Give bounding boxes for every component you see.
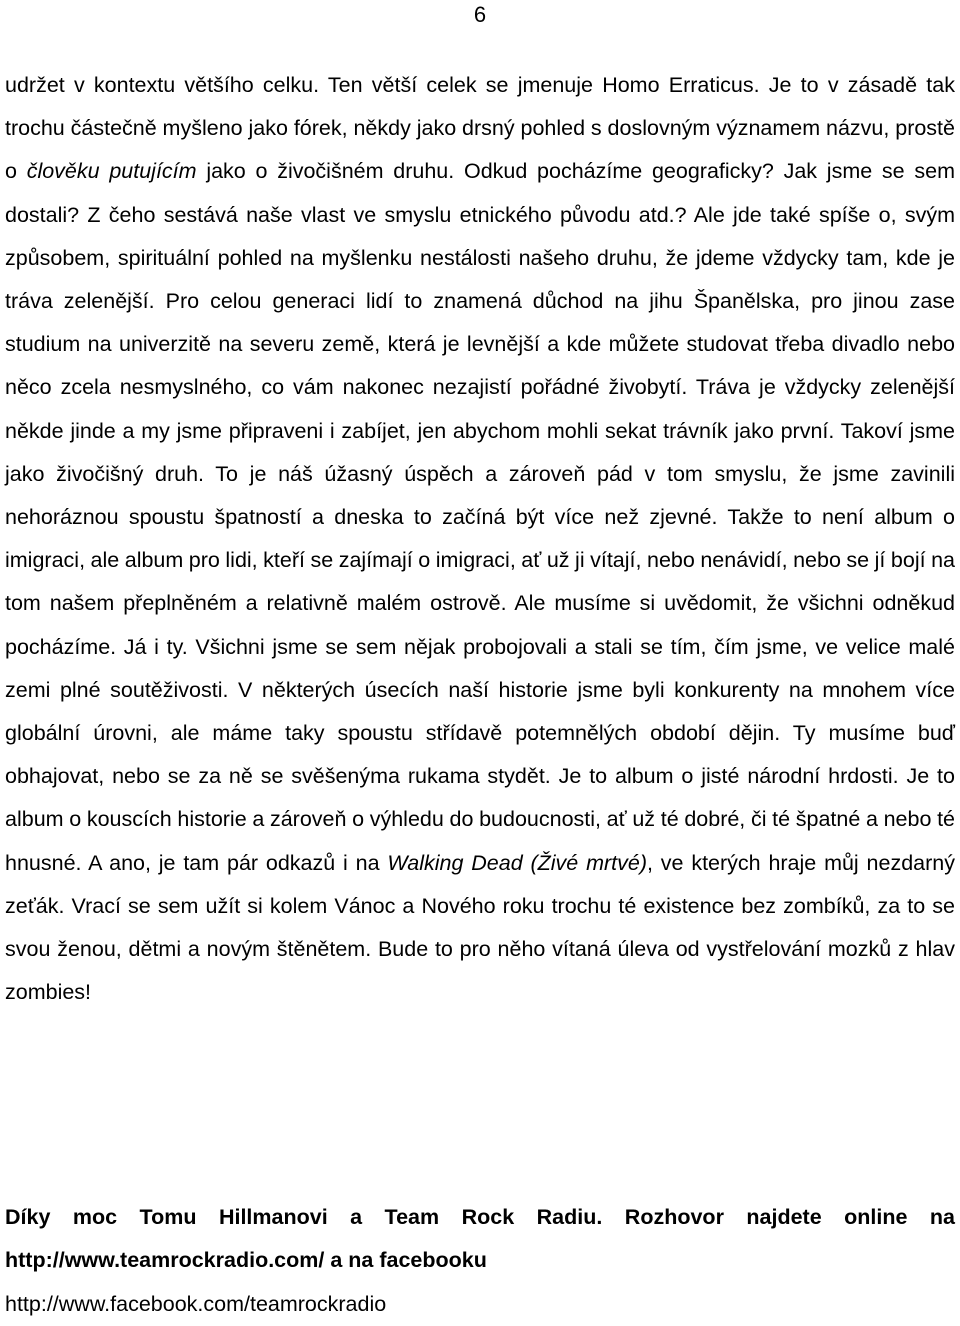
article-paragraph (5, 64, 955, 1014)
credits-paragraph: Díky moc Tomu Hillmanovi a Team Rock Radiu. Rozhovor najdete online na http://www.teamrockradio.com/ a na facebooku (5, 1205, 955, 1272)
paragraph-text-3: , ve kterých hraje můj nezdarný zeťák. Vrací se sem užít si kolem Vánoc a Nového roku trochu té existence bez zombíků, za to se svou ženou, dětmi a novým štěnětem. Bude to pro něho vítaná úleva od vystřelování mozků z hlav zombies! (5, 850, 955, 1005)
facebook-link[interactable]: http://www.facebook.com/teamrockradio (5, 1292, 387, 1316)
paragraph-text-2: jako o živočišném druhu. Odkud pocházíme geograficky? Jak jsme se sem dostali? Z čeho sestává naše vlast ve smyslu etnického původu atd.? Ale jde také spíše o, svým způsobem, spirituální pohled na myšlenku nestálosti našeho druhu, že jdeme vždycky tam, kde je tráva zelenější. Pro celou generaci lidí to znamená důchod na jihu Španělska, pro jinou zase studium na univerzitě na severu země, která je levnější a kde můžete studovat třeba divadlo nebo něco zcela nesmyslného, co vám nakonec nezajistí pořádné živobytí. Tráva je vždycky zelenější někde jinde a my jsme připraveni i zabíjet, jen abychom mohli sekat trávník jako první. Takoví jsme jako živočišný druh. To je náš úžasný úspěch a zároveň pád v tom smyslu, že jsme zavinili nehoráznou spoustu špatností a dneska to začíná být více než zjevné. Takže to není album o imigraci, ale album pro lidi, kteří se zajímají o imigraci, ať už ji vítají, nebo nenávidí, nebo se jí bojí na tom našem přeplněném a relativně malém ostrově. Ale musíme si uvědomit, že všichni odněkud pocházíme. Já i ty. Všichni jsme se sem nějak probojovali a stali se tím, čím jsme, ve velice malé zemi plné soutěživosti. V některých úsecích naší historie jsme byli konkurenty na mnohem více globální úrovni, ale máme taky spoustu střídavě potemnělých období dějin. Ty musíme buď obhajovat, nebo se za ně se svěšenýma rukama stydět. Je to album o jisté národní hrdosti. Je to album o kouscích historie a zároveň o výhledu do budoucnosti, ať už té dobré, či té špatné a nebo té hnusné. A ano, je tam pár odkazů i na (5, 159, 955, 875)
paragraph-text-1: udržet v kontextu většího celku. Ten větší celek se jmenuje Homo Erraticus. Je to v zásadě tak trochu částečně myšleno jako fórek, někdy jako drsný pohled s doslovným významem názvu, prostě o (5, 73, 955, 184)
paragraph-italic-1: člověku putujícím (26, 159, 197, 184)
paragraph-italic-2: Walking Dead (Živé mrtvé) (387, 850, 647, 875)
page-number: 6 (473, 2, 487, 27)
